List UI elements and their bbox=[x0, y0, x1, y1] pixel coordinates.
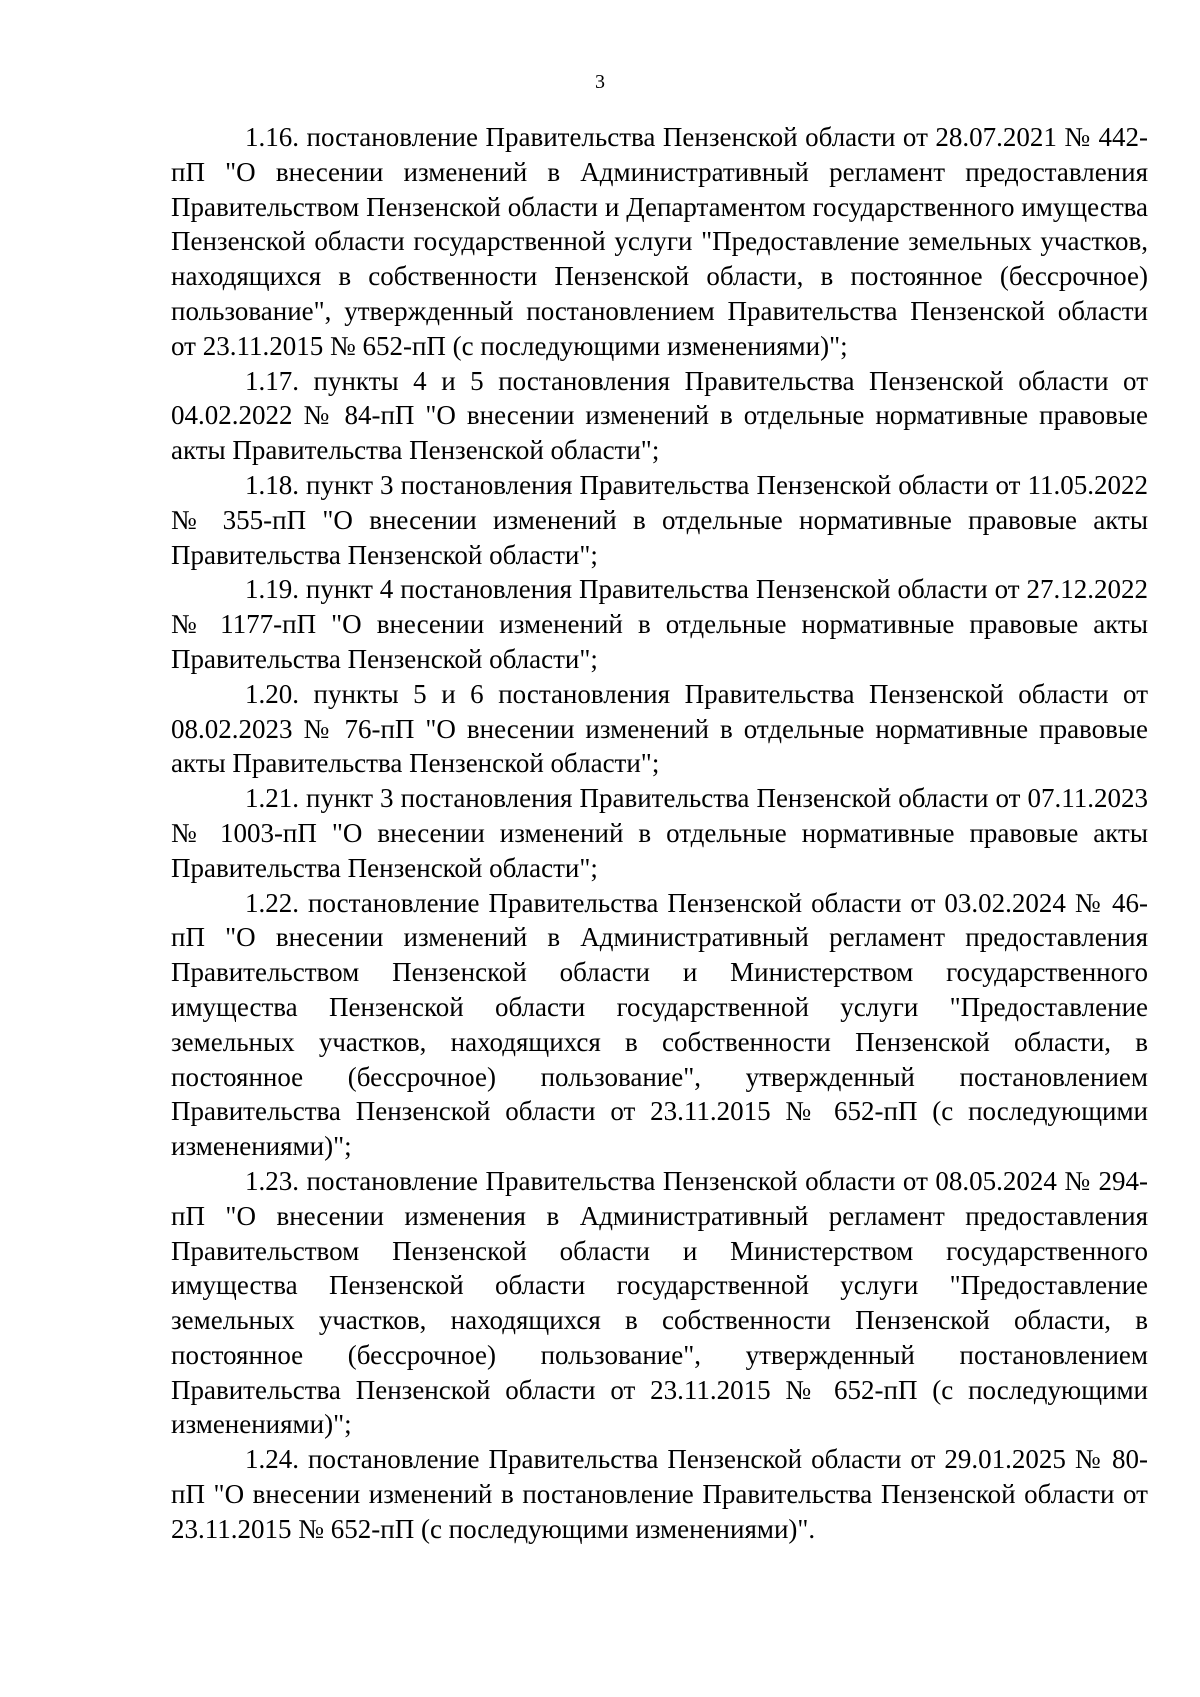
document-body bbox=[171, 120, 1148, 1547]
item-1-24: 1.24. постановление Правительства Пензенской области от 29.01.2025 № 80-пП "О внесении изменений в постановление Правительства Пензенской области от 23.11.2015 № 652-пП (с последующими изменениями)". bbox=[171, 1444, 1148, 1544]
item-1-20: 1.20. пункты 5 и 6 постановления Правительства Пензенской области от 08.02.2023 № 76-пП "О внесении изменений в отдельные нормативные правовые акты Правительства Пензенской области"; bbox=[171, 678, 1148, 779]
item-1-17: 1.17. пункты 4 и 5 постановления Правительства Пензенской области от 04.02.2022 № 84-пП "О внесении изменений в отдельные нормативные правовые акты Правительства Пензенской области"; bbox=[171, 365, 1148, 466]
item-1-23: 1.23. постановление Правительства Пензенской области от 08.05.2024 № 294-пП "О внесении изменения в Административный регламент предоставления Правительством Пензенской области и Министерством государственного имущества Пензенской области государственной услуги "Предоставление земельных участков, находящихся в собственности Пензенской области, в постоянное (бессрочное) пользование", утвержденный постановлением Правительства Пензенской области от 23.11.2015 № 652-пП (с последующими изменениями)"; bbox=[171, 1165, 1148, 1440]
item-1-19: 1.19. пункт 4 постановления Правительства Пензенской области от 27.12.2022 № 1177-пП "О внесении изменений в отдельные нормативные правовые акты Правительства Пензенской области"; bbox=[171, 574, 1148, 674]
item-1-21: 1.21. пункт 3 постановления Правительства Пензенской области от 07.11.2023 № 1003-пП "О внесении изменений в отдельные нормативные правовые акты Правительства Пензенской области"; bbox=[171, 783, 1148, 883]
page-number: 3 bbox=[595, 71, 605, 93]
item-1-18: 1.18. пункт 3 постановления Правительства Пензенской области от 11.05.2022 № 355-пП "О внесении изменений в отдельные нормативные правовые акты Правительства Пензенской области"; bbox=[171, 469, 1148, 570]
item-1-16: 1.16. постановление Правительства Пензенской области от 28.07.2021 № 442-пП "О внесении изменений в Административный регламент предоставления Правительством Пензенской области и Департаментом государственного имущества Пензенской области государственной услуги "Предоставление земельных участков, находящихся в собственности Пензенской области, в постоянное (бессрочное) пользование", утвержденный постановлением Правительства Пензенской области от 23.11.2015 № 652-пП (с последующими изменениями)"; bbox=[171, 122, 1148, 361]
item-1-22: 1.22. постановление Правительства Пензенской области от 03.02.2024 № 46-пП "О внесении изменений в Административный регламент предоставления Правительством Пензенской области и Министерством государственного имущества Пензенской области государственной услуги "Предоставление земельных участков, находящихся в собственности Пензенской области, в постоянное (бессрочное) пользование", утвержденный постановлением Правительства Пензенской области от 23.11.2015 № 652-пП (с последующими изменениями)"; bbox=[171, 887, 1148, 1162]
